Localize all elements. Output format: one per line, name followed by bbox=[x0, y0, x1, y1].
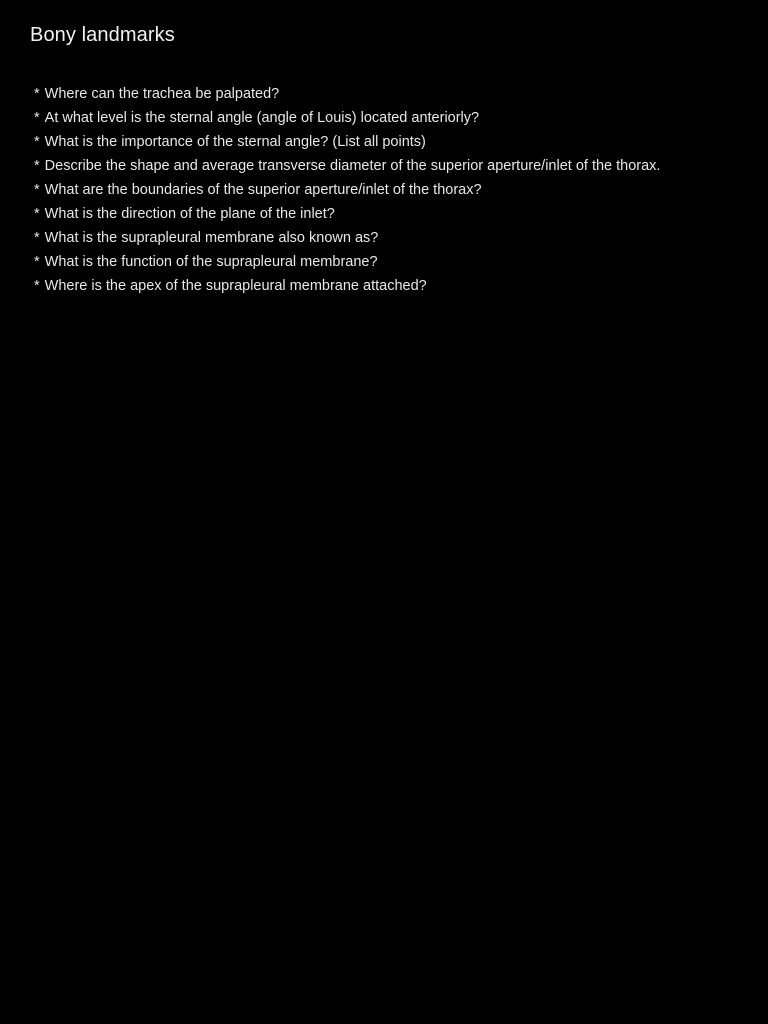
question-item bbox=[30, 202, 730, 226]
question-item bbox=[30, 226, 730, 250]
question-text: Where is the apex of the suprapleural membrane attached? bbox=[44, 278, 427, 294]
bullet-marker: * bbox=[34, 230, 40, 246]
question-item bbox=[30, 178, 730, 202]
question-text: Where can the trachea be palpated? bbox=[44, 86, 280, 102]
bullet-marker: * bbox=[34, 158, 40, 174]
question-item bbox=[30, 250, 730, 274]
question-list bbox=[30, 82, 730, 298]
bullet-marker: * bbox=[34, 278, 40, 294]
bullet-marker: * bbox=[34, 134, 40, 150]
bullet-marker: * bbox=[34, 86, 40, 102]
question-text: What are the boundaries of the superior aperture/inlet of the thorax? bbox=[44, 182, 482, 198]
page-title: Bony landmarks bbox=[30, 24, 175, 46]
question-text: At what level is the sternal angle (angle of Louis) located anteriorly? bbox=[44, 110, 480, 126]
question-item bbox=[30, 130, 730, 154]
note-page bbox=[30, 20, 730, 298]
bullet-marker: * bbox=[34, 110, 40, 126]
question-item bbox=[30, 106, 730, 130]
bullet-marker: * bbox=[34, 182, 40, 198]
question-item bbox=[30, 274, 730, 298]
bullet-marker: * bbox=[34, 254, 40, 270]
question-text: What is the importance of the sternal angle? (List all points) bbox=[44, 134, 426, 150]
question-text: Describe the shape and average transverse diameter of the superior aperture/inlet of the thorax. bbox=[44, 158, 661, 174]
question-text: What is the function of the suprapleural membrane? bbox=[44, 254, 378, 270]
question-text: What is the direction of the plane of the inlet? bbox=[44, 206, 335, 222]
question-item bbox=[30, 82, 730, 106]
question-text: What is the suprapleural membrane also known as? bbox=[44, 230, 379, 246]
bullet-marker: * bbox=[34, 206, 40, 222]
question-item bbox=[30, 154, 730, 178]
